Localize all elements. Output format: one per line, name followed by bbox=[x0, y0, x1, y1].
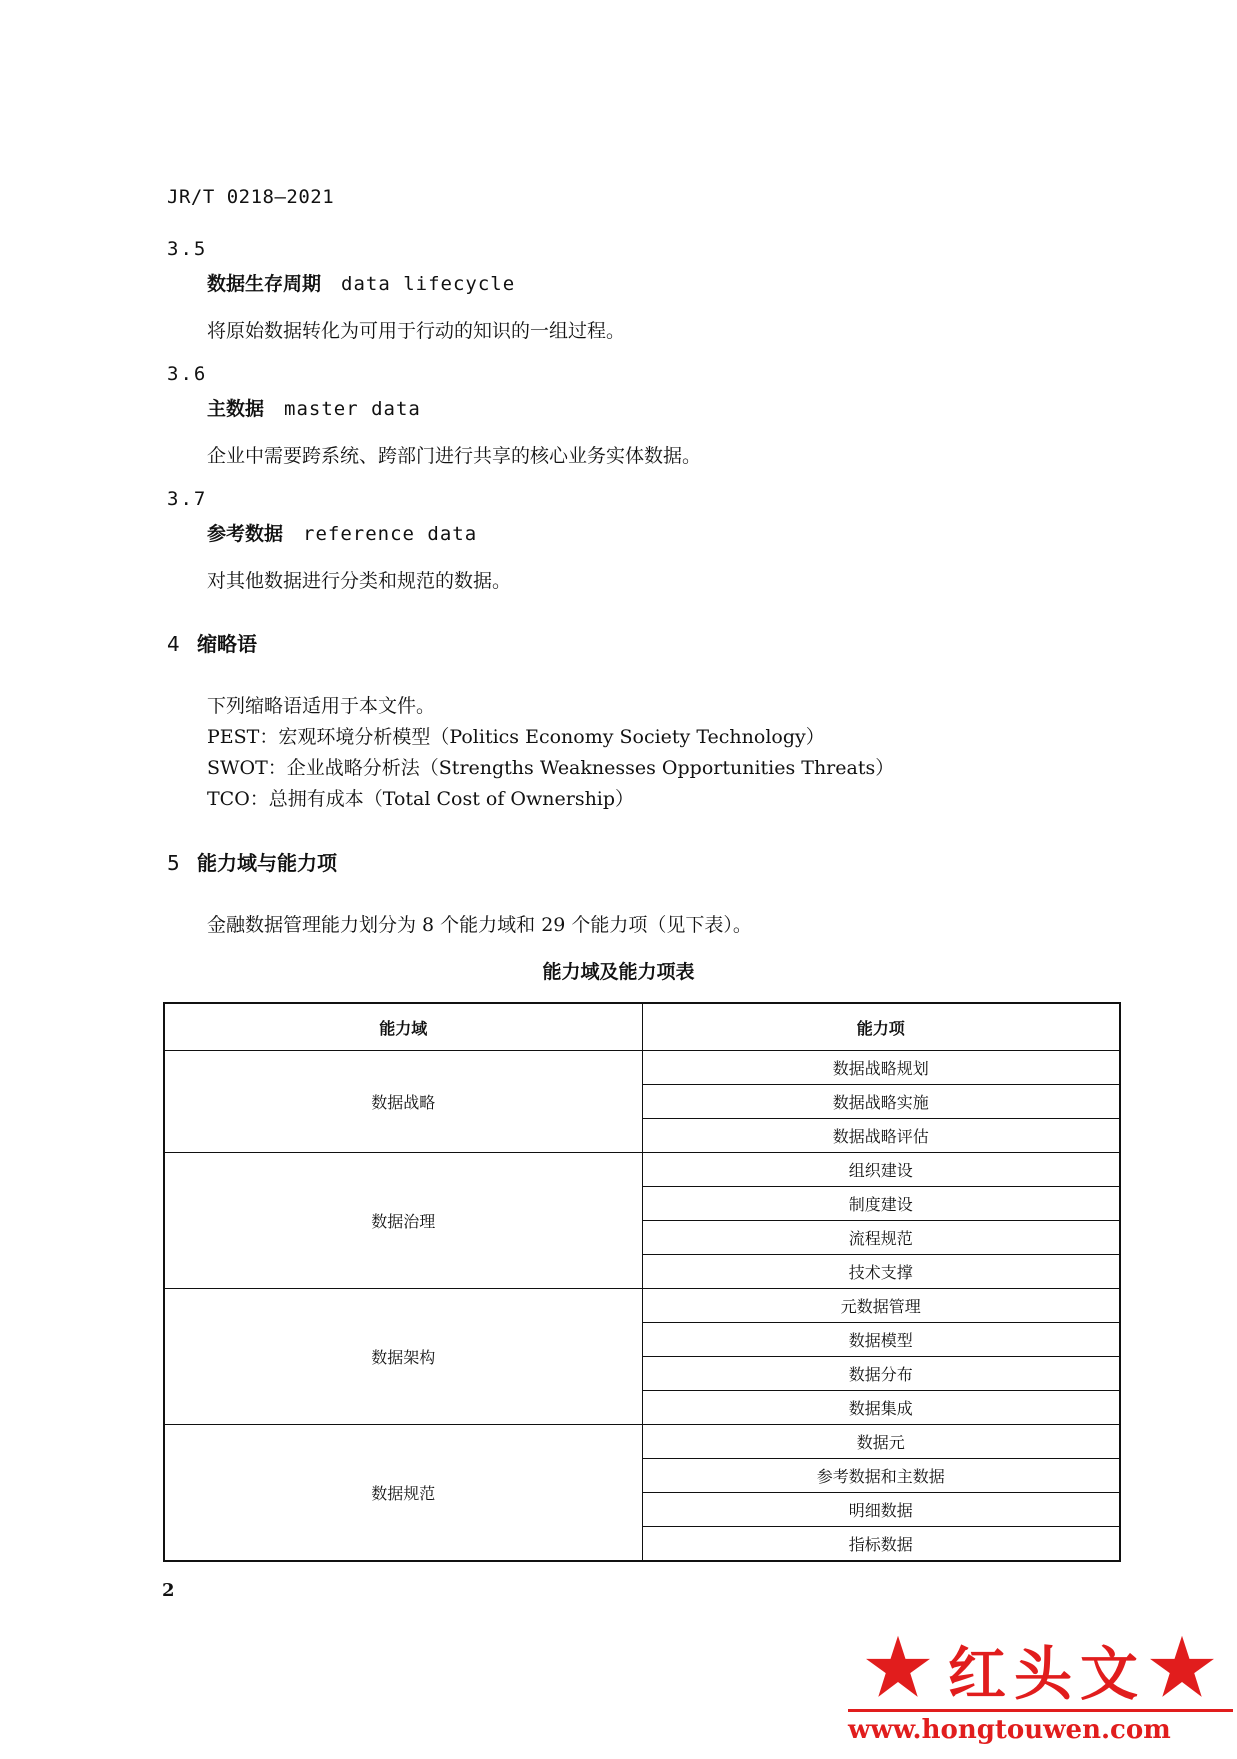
abbrev-item: PEST：宏观环境分析模型（Politics Economy Society Technology） bbox=[207, 726, 825, 748]
table-row bbox=[164, 1425, 1120, 1459]
table-row bbox=[164, 1289, 1120, 1323]
watermark-rule bbox=[848, 1709, 1233, 1712]
item-cell: 指标数据 bbox=[642, 1527, 1120, 1562]
table-row bbox=[164, 1153, 1120, 1187]
term-zh: 主数据 bbox=[207, 398, 265, 420]
watermark-url: www.hongtouwen.com bbox=[848, 1715, 1171, 1745]
item-cell: 流程规范 bbox=[642, 1221, 1120, 1255]
section-title: 能力域与能力项 bbox=[197, 851, 337, 875]
item-cell: 制度建设 bbox=[642, 1187, 1120, 1221]
domain-cell: 数据战略 bbox=[164, 1051, 642, 1153]
term-heading bbox=[207, 519, 477, 546]
item-cell: 数据战略规划 bbox=[642, 1051, 1120, 1085]
section-number: 5 bbox=[167, 851, 180, 875]
term-definition: 企业中需要跨系统、跨部门进行共享的核心业务实体数据。 bbox=[207, 445, 702, 467]
table-row bbox=[164, 1051, 1120, 1085]
term-heading bbox=[207, 269, 515, 296]
domain-cell: 数据治理 bbox=[164, 1153, 642, 1289]
term-definition: 对其他数据进行分类和规范的数据。 bbox=[207, 570, 512, 592]
term-definition: 将原始数据转化为可用于行动的知识的一组过程。 bbox=[207, 320, 626, 342]
watermark-title: 红头文 bbox=[948, 1640, 1147, 1708]
standard-id: JR/T 0218—2021 bbox=[167, 186, 335, 208]
section-title: 缩略语 bbox=[197, 632, 257, 656]
item-cell: 数据集成 bbox=[642, 1391, 1120, 1425]
section-heading bbox=[167, 847, 337, 876]
star-icon bbox=[1148, 1633, 1216, 1701]
item-cell: 参考数据和主数据 bbox=[642, 1459, 1120, 1493]
abbrev-item: SWOT：企业战略分析法（Strengths Weaknesses Opportunities Threats） bbox=[207, 757, 895, 779]
domain-cell: 数据架构 bbox=[164, 1289, 642, 1425]
term-zh: 数据生存周期 bbox=[207, 273, 322, 295]
domain-cell: 数据规范 bbox=[164, 1425, 642, 1562]
term-en: master data bbox=[284, 398, 421, 420]
term-en: reference data bbox=[303, 523, 478, 545]
item-cell: 技术支撑 bbox=[642, 1255, 1120, 1289]
star-icon bbox=[864, 1633, 932, 1701]
section-heading bbox=[167, 628, 257, 657]
item-cell: 明细数据 bbox=[642, 1493, 1120, 1527]
watermark bbox=[848, 1625, 1233, 1759]
term-zh: 参考数据 bbox=[207, 523, 284, 545]
item-cell: 数据战略评估 bbox=[642, 1119, 1120, 1153]
item-cell: 元数据管理 bbox=[642, 1289, 1120, 1323]
abbrev-intro: 下列缩略语适用于本文件。 bbox=[207, 695, 436, 717]
abbrev-item: TCO：总拥有成本（Total Cost of Ownership） bbox=[207, 788, 635, 810]
item-cell: 数据模型 bbox=[642, 1323, 1120, 1357]
column-header: 能力域 bbox=[164, 1003, 642, 1051]
item-cell: 数据分布 bbox=[642, 1357, 1120, 1391]
item-cell: 数据元 bbox=[642, 1425, 1120, 1459]
item-cell: 组织建设 bbox=[642, 1153, 1120, 1187]
term-heading bbox=[207, 394, 421, 421]
clause-number: 3.5 bbox=[167, 238, 208, 260]
clause-number: 3.6 bbox=[167, 363, 208, 385]
section-intro: 金融数据管理能力划分为 8 个能力域和 29 个能力项（见下表）。 bbox=[207, 914, 752, 936]
table-caption: 能力域及能力项表 bbox=[542, 961, 695, 983]
term-en: data lifecycle bbox=[341, 273, 516, 295]
page-number: 2 bbox=[162, 1580, 175, 1601]
column-header: 能力项 bbox=[642, 1003, 1120, 1051]
item-cell: 数据战略实施 bbox=[642, 1085, 1120, 1119]
section-number: 4 bbox=[167, 632, 180, 656]
clause-number: 3.7 bbox=[167, 488, 208, 510]
table-header-row bbox=[164, 1003, 1120, 1051]
capability-table bbox=[163, 1002, 1121, 1562]
